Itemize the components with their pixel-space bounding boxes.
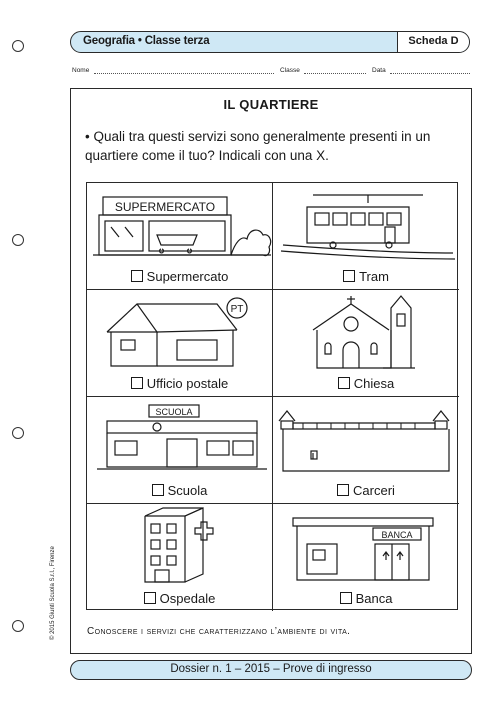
- punch-hole: [12, 620, 24, 632]
- punch-hole: [12, 427, 24, 439]
- grid-cell-chiesa: [273, 290, 459, 397]
- header-bar: [70, 31, 470, 53]
- bank-icon: [273, 504, 459, 589]
- checkbox[interactable]: [338, 377, 350, 389]
- tram-icon: [273, 183, 459, 268]
- date-field[interactable]: [390, 73, 470, 74]
- grid-cell-scuola: [87, 397, 273, 504]
- option-scuola[interactable]: Scuola: [87, 483, 272, 498]
- sheet-label: Scheda D: [397, 32, 469, 52]
- page-title: IL QUARTIERE: [223, 97, 319, 112]
- option-chiesa[interactable]: Chiesa: [273, 376, 459, 391]
- option-ospedale[interactable]: Ospedale: [87, 591, 272, 606]
- hospital-icon: [87, 504, 273, 589]
- subject-title: Geografia • Classe terza: [83, 35, 210, 47]
- grid-cell-tram: [273, 183, 459, 290]
- grid-cell-banca: [273, 504, 459, 611]
- checkbox[interactable]: [340, 592, 352, 604]
- checkbox[interactable]: [131, 377, 143, 389]
- copyright-notice: © 2015 Giunti Scuola S.r.l., Firenze: [50, 546, 56, 640]
- grid-cell-ospedale: [87, 504, 273, 611]
- class-label: Classe: [280, 67, 300, 74]
- services-grid: [86, 182, 458, 610]
- grid-cell-carceri: [273, 397, 459, 504]
- checkbox[interactable]: [343, 270, 355, 282]
- post-office-sign: PT: [230, 304, 244, 315]
- student-info-row: [72, 67, 470, 79]
- punch-hole: [12, 40, 24, 52]
- class-field[interactable]: [304, 73, 366, 74]
- question-text: • Quali tra questi servizi sono generalmente presenti in un quartiere come il tuo? Indicali con una X.: [85, 129, 431, 163]
- school-sign: SCUOLA: [155, 407, 193, 417]
- grid-cell-ufficio-postale: [87, 290, 273, 397]
- dossier-footer: Dossier n. 1 – 2015 – Prove di ingresso: [70, 660, 472, 680]
- supermarket-icon: [87, 183, 273, 268]
- date-label: Data: [372, 67, 386, 74]
- prison-icon: [273, 397, 459, 482]
- post-office-icon: [87, 290, 273, 375]
- grid-cell-supermercato: [87, 183, 273, 290]
- checkbox[interactable]: [131, 270, 143, 282]
- learning-objective: Conoscere i servizi che caratterizzano l’ambiente di vita.: [87, 626, 351, 637]
- school-icon: [87, 397, 273, 482]
- checkbox[interactable]: [152, 484, 164, 496]
- option-carceri[interactable]: Carceri: [273, 483, 459, 498]
- option-tram[interactable]: Tram: [273, 269, 459, 284]
- punch-hole: [12, 234, 24, 246]
- supermarket-sign: SUPERMERCATO: [114, 200, 216, 214]
- option-ufficio-postale[interactable]: Ufficio postale: [87, 376, 272, 391]
- church-icon: [273, 290, 459, 375]
- option-banca[interactable]: Banca: [273, 591, 459, 606]
- name-field[interactable]: [94, 73, 274, 74]
- name-label: Nome: [72, 67, 90, 74]
- worksheet-frame: [70, 88, 472, 654]
- checkbox[interactable]: [337, 484, 349, 496]
- bank-sign: BANCA: [381, 530, 413, 540]
- checkbox[interactable]: [144, 592, 156, 604]
- option-supermercato[interactable]: Supermercato: [87, 269, 272, 284]
